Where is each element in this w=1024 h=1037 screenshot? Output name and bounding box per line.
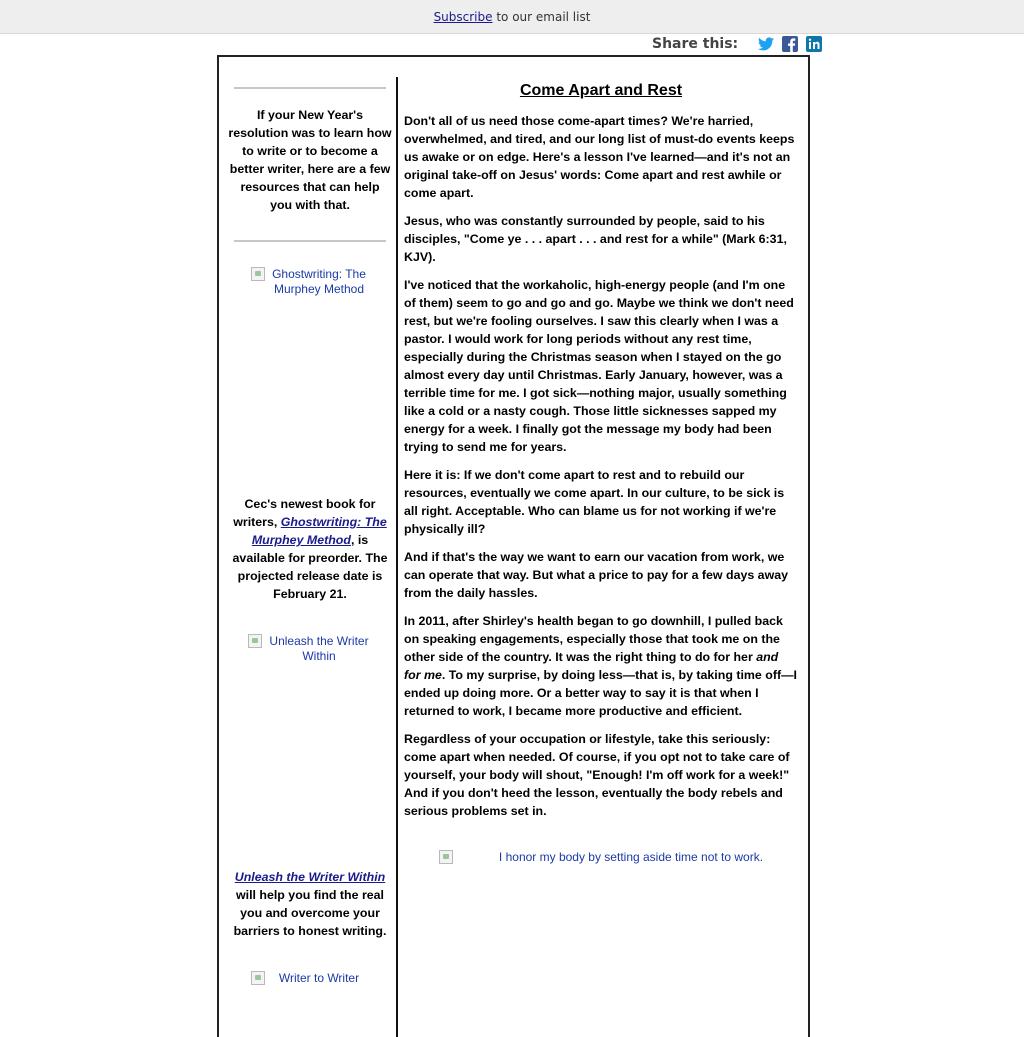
ghostwriting-link[interactable]: Ghostwriting: The Murphey Method xyxy=(251,515,387,547)
article-paragraph-5: And if that's the way we want to earn our vacation from work, we can operate that way. But what a price to pay for a few days away from the daily hassles. xyxy=(404,550,788,600)
ghostwriting-book-image[interactable] xyxy=(228,267,392,495)
article-paragraph-1: Don't all of us need those come-apart times? We're harried, overwhelmed, and tired, and our long list of must-do events keeps us awake or on edge. Here's a lesson I've learned—and it's not an original take-off on Jesus' words: Come apart and rest awhile or come apart. xyxy=(404,114,795,200)
unleash-image-alt: Unleash the Writer Within xyxy=(269,634,369,663)
facebook-icon[interactable] xyxy=(782,36,798,52)
ghostwriting-text-after: , is available for preorder. The projected release date is February 21. xyxy=(232,533,388,601)
unleash-link[interactable]: Unleash the Writer Within xyxy=(234,870,386,884)
share-bar xyxy=(652,34,822,54)
article-image[interactable] xyxy=(404,850,798,865)
article-paragraph-2: Jesus, who was constantly surrounded by people, said to his disciples, "Come ye . . . apart . . . and rest for a while" (Mark 6:31, KJV). xyxy=(404,214,787,264)
article-paragraph-3: I've noticed that the workaholic, high-energy people (and I'm one of them) seem to go and go and go. Maybe we think we don't need rest, but we're fooling ourselves. I saw this clearly when I was a pastor. I would work for long periods without any rest time, especially during the Christmas season when I stayed on the go almost every day until Christmas. Early January, however, was a terrible time for me. I got sick—nothing major, usually something like a cold or a nasty cough. Those little sicknesses sapped my energy for a week. I finally got the message my body had been trying to send me for years. xyxy=(404,278,794,454)
subscribe-bar xyxy=(0,0,1024,34)
article-image-alt: I honor my body by setting aside time not to work. xyxy=(498,850,764,864)
writer-to-writer-alt: Writer to Writer xyxy=(278,971,360,985)
subscribe-link[interactable]: Subscribe xyxy=(433,10,493,24)
broken-image-icon xyxy=(439,850,453,864)
article-title: Come Apart and Rest xyxy=(519,82,683,99)
broken-image-icon xyxy=(251,267,265,281)
broken-image-icon xyxy=(248,634,262,648)
ghostwriting-text-before: Cec's newest book for writers, xyxy=(233,497,376,529)
article xyxy=(404,82,798,865)
subscribe-suffix: to our email list xyxy=(492,10,591,24)
sidebar-divider xyxy=(234,87,386,89)
unleash-blurb xyxy=(228,868,392,940)
p6-after: . To my surprise, by doing less—that is, by taking time off—I ended up doing more. Or a better way to say it is that when I returned to work, I became more productive and efficient. xyxy=(404,668,797,718)
linkedin-icon[interactable] xyxy=(806,36,822,52)
sidebar xyxy=(228,78,392,986)
ghostwriting-blurb xyxy=(228,495,392,603)
broken-image-icon xyxy=(251,971,265,985)
column-divider xyxy=(396,77,398,1037)
p6-before: In 2011, after Shirley's health began to go downhill, I pulled back on speaking engagements, especially those that took me on the other side of the country. It was the right thing to do for her xyxy=(404,614,783,664)
sidebar-divider xyxy=(234,240,386,242)
unleash-book-image[interactable] xyxy=(228,634,392,868)
sidebar-intro: If your New Year's resolution was to learn how to write or to become a better writer, here are a few resources that can help you with that. xyxy=(228,108,392,212)
unleash-text-after: will help you find the real you and overcome your barriers to honest writing. xyxy=(233,888,387,938)
article-paragraph-4: Here it is: If we don't come apart to rest and to rebuild our resources, eventually we come apart. In our culture, to be sick is all right. Acceptable. Who can blame us for not working if we're physically ill? xyxy=(404,468,785,536)
article-paragraph-7: Regardless of your occupation or lifestyle, take this seriously: come apart when needed. Of course, if you opt not to take care of yourself, your body will shout, "Enough! I'm off work for a week!" And if you don't heed the lesson, eventually the body rebels and serious problems set in. xyxy=(404,732,790,818)
share-label: Share this: xyxy=(652,36,739,52)
writer-to-writer-image[interactable] xyxy=(228,971,392,986)
article-paragraph-6 xyxy=(404,612,798,720)
twitter-icon[interactable] xyxy=(758,36,774,52)
ghostwriting-image-alt: Ghostwriting: The Murphey Method xyxy=(272,267,366,296)
p6-italic: and for me xyxy=(404,650,779,682)
